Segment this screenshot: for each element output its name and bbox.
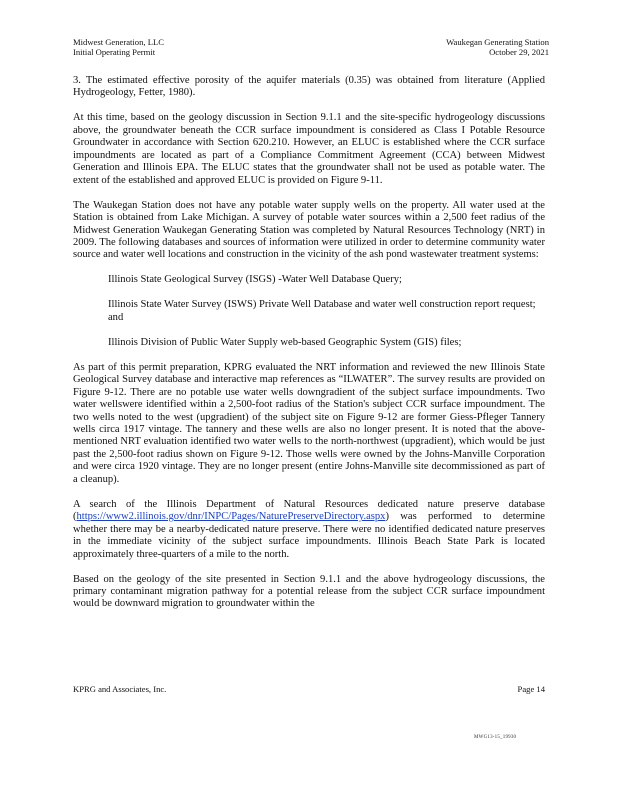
paragraph-kprg-evaluation: As part of this permit preparation, KPRG evaluated the NRT information and reviewed the new Illinois State Geological Survey database and interactive map references as “ILWATER”. The survey results are provided on Figure 9-12. There are no potable use water wells downgradient of the subject surface impoundments. Two water wellswere identified within a 2,500-foot radius of the Station's subject CCR surface impoundment. The two wells noted to the west (upgradient) of the subject site on Figure 9-12 are former Giess-Pfleger Tannery wells circa 1917 vintage. The tannery and these wells are also no longer present. It is noted that the above-mentioned NRT evaluation identified two water wells to the north-northwest (upgradient), which would be just past the 2,500-foot radius shown on Figure 9-12. Those wells were owned by the Johns-Manville Corporation and were circa 1920 vintage. They are no longer present (entire Johns-Manville site decommissioned as part of a cleanup). (73, 361, 545, 485)
header-station: Waukegan Generating Station (446, 37, 549, 47)
list-item-isgs: Illinois State Geological Survey (ISGS) -Water Well Database Query; (108, 274, 402, 286)
paragraph-nature-preserve (73, 499, 545, 561)
header-right (433, 37, 549, 57)
paragraph-porosity: 3. The estimated effective porosity of the aquifer materials (0.35) was obtained from literature (Applied Hydrogeology, Fetter, 1980). (73, 75, 545, 99)
header-document-title: Initial Operating Permit (73, 47, 156, 57)
paragraph-groundwater-class: At this time, based on the geology discussion in Section 9.1.1 and the site-specific hydrogeology discussions above, the groundwater beneath the CCR surface impoundment is considered as Class I Potable Resource Groundwater in accordance with Section 620.210. However, an ELUC is established where the CCR surface impoundments are located as part of a Compliance Commitment Agreement (CCA) between Midwest Generation and Illinois EPA. The ELUC states that the groundwater shall not be used as potable water. The extent of the established and approved ELUC is provided on Figure 9-11. (73, 112, 545, 186)
nature-preserve-text-after: ) was performed to determine whether there may be a nearby-dedicated nature preserve. There were no identified dedicated nature preserves in the immediate vicinity of the subject surface impoundments. Illinois Beach State Park is located approximately three-quarters of a mile to the north. (73, 511, 545, 560)
footer-company: KPRG and Associates, Inc. (73, 684, 167, 694)
footer-page-number: Page 14 (517, 684, 545, 694)
paragraph-migration-pathway: Based on the geology of the site presented in Section 9.1.1 and the above hydrogeology discussions, the primary contaminant migration pathway for a potential release from the subject CCR surface impoundment would be downward migration to groundwater within the (73, 573, 545, 610)
bates-stamp: MWG13-15_19930 (474, 735, 517, 740)
header-left (73, 37, 164, 57)
nature-preserve-text-before: A search of the Illinois Department of Natural Resources dedicated nature preserve database ( (73, 498, 545, 523)
header-date: October 29, 2021 (489, 47, 549, 57)
paragraph-water-supply: The Waukegan Station does not have any potable water supply wells on the property. All water used at the Station is obtained from Lake Michigan. A survey of potable water sources within a 2,500 feet radius of the Midwest Generation Waukegan Generating Station was completed by Natural Resources Technology (NRT) in 2009. The following databases and sources of information were utilized in order to determine community water source and water well locations and construction in the vicinity of the ash pond wastewater treatment systems: (73, 199, 545, 261)
list-item-gis: Illinois Division of Public Water Supply web-based Geographic System (GIS) files; (108, 336, 462, 348)
list-item-isws: Illinois State Water Survey (ISWS) Private Well Database and water well construction report request; and (108, 299, 536, 323)
header-company: Midwest Generation, LLC (73, 37, 164, 47)
document-body (73, 75, 545, 623)
nature-preserve-link[interactable]: https://www2.illinois.gov/dnr/INPC/Pages/NaturePreserveDirectory.aspx (76, 511, 386, 523)
